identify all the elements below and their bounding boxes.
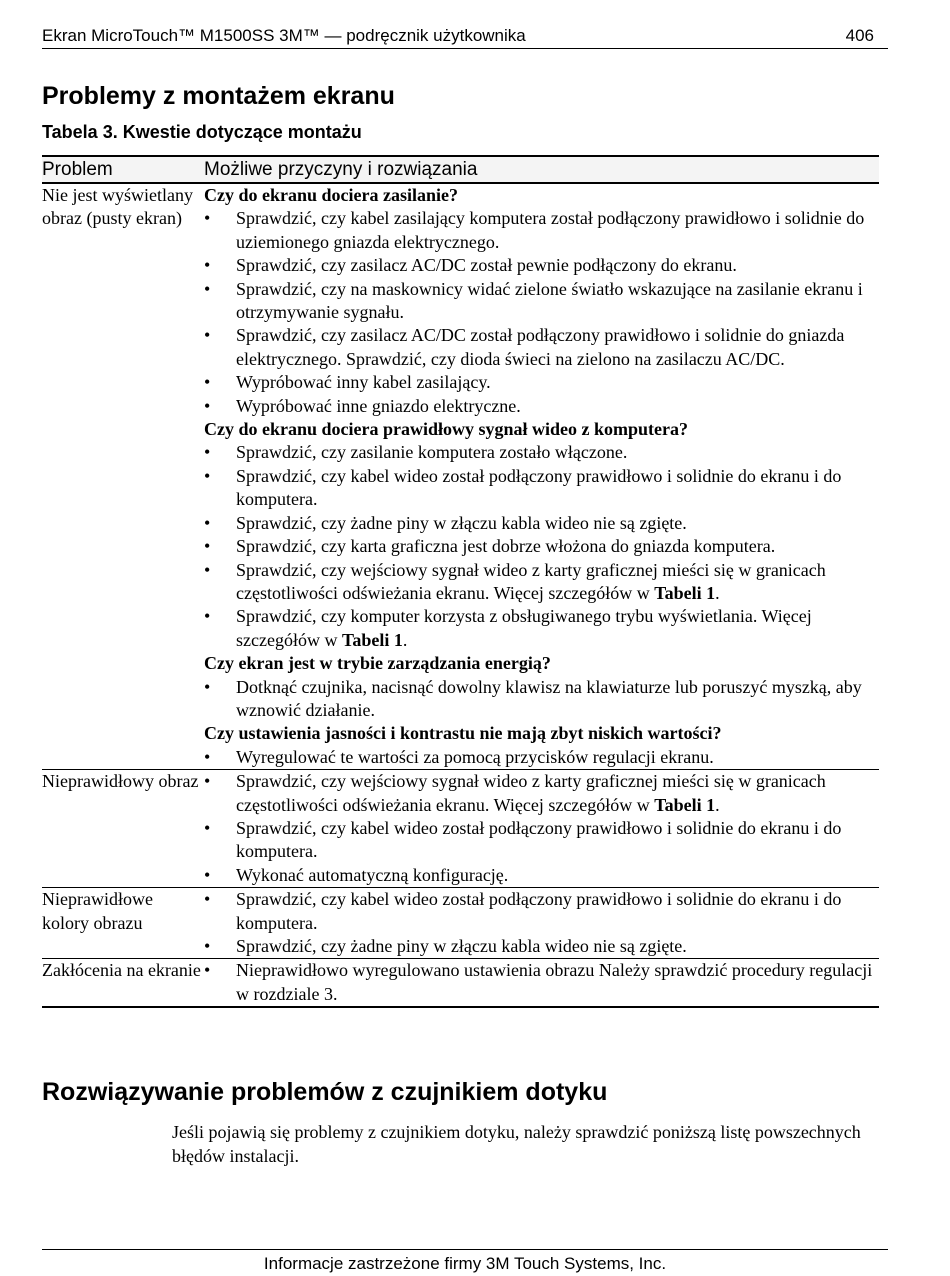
- bullet-icon: •: [204, 372, 211, 393]
- item-text: Sprawdzić, czy żadne piny w złączu kabla wideo nie są zgięte.: [236, 512, 687, 533]
- table-body: [42, 183, 879, 1007]
- list-item: [204, 676, 879, 723]
- question-heading: Czy do ekranu dociera prawidłowy sygnał wideo z komputera?: [204, 419, 689, 440]
- table-row: [42, 888, 879, 959]
- bullet-icon: •: [204, 771, 211, 792]
- solutions-cell: [204, 959, 879, 1007]
- bullet-list: [204, 676, 879, 723]
- item-text: Sprawdzić, czy wejściowy sygnał wideo z karty graficznej mieści się w granicach częstotliwości odświeżania ekranu. Więcej szczegółów w: [236, 559, 826, 603]
- list-item: [204, 746, 879, 769]
- list-item: [204, 207, 879, 254]
- list-item: [204, 605, 879, 652]
- page-number: 406: [845, 26, 874, 45]
- bullet-icon: •: [204, 536, 211, 557]
- item-text: Sprawdzić, czy karta graficzna jest dobrze włożona do gniazda komputera.: [236, 536, 776, 557]
- list-item: [204, 465, 879, 512]
- question-heading: Czy ekran jest w trybie zarządzania energią?: [204, 653, 551, 674]
- table-reference: Tabeli 1: [654, 794, 716, 815]
- list-item: [204, 559, 879, 606]
- list-item: [204, 278, 879, 325]
- bullet-icon: •: [204, 442, 211, 463]
- list-item: [204, 324, 879, 371]
- bullet-icon: •: [204, 512, 211, 533]
- solutions-cell: [204, 183, 879, 770]
- list-item: [204, 864, 879, 887]
- table-row: [42, 770, 879, 888]
- list-item: [204, 959, 879, 1006]
- table-reference: Tabeli 1: [654, 582, 716, 603]
- question-heading: Czy ustawienia jasności i kontrastu nie mają zbyt niskich wartości?: [204, 723, 722, 744]
- running-header: [42, 24, 888, 49]
- section-title: Problemy z montażem ekranu: [42, 82, 395, 110]
- item-text-tail: .: [402, 629, 408, 650]
- bullet-icon: •: [204, 395, 211, 416]
- solutions-cell: [204, 770, 879, 888]
- item-text: Wyregulować te wartości za pomocą przycisków regulacji ekranu.: [236, 746, 714, 767]
- bullet-icon: •: [204, 864, 211, 885]
- bullet-icon: •: [204, 746, 211, 767]
- bullet-icon: •: [204, 960, 211, 981]
- item-text: Sprawdzić, czy zasilacz AC/DC został podłączony prawidłowo i solidnie do gniazda elektrycznego. Sprawdzić, czy dioda świeci na zielono na zasilaczu AC/DC.: [236, 325, 845, 369]
- list-item: [204, 535, 879, 558]
- problem-cell: Nie jest wyświetlany obraz (pusty ekran): [42, 183, 204, 770]
- bullet-icon: •: [204, 889, 211, 910]
- table-row: [42, 959, 879, 1007]
- bullet-icon: •: [204, 559, 211, 580]
- item-text: Sprawdzić, czy kabel wideo został podłączony prawidłowo i solidnie do ekranu i do komputera.: [236, 817, 842, 862]
- item-text: Sprawdzić, czy kabel zasilający komputera został podłączony prawidłowo i solidnie do uziemionego gniazda elektrycznego.: [236, 208, 865, 252]
- item-text-tail: .: [715, 582, 720, 603]
- list-item: [204, 817, 879, 864]
- bullet-icon: •: [204, 278, 211, 299]
- item-text-tail: .: [715, 794, 720, 815]
- bullet-list: [204, 746, 879, 769]
- bullet-list: [204, 888, 879, 958]
- item-text: Sprawdzić, czy wejściowy sygnał wideo z karty graficznej mieści się w granicach częstotliwości odświeżania ekranu. Więcej szczegółów w: [236, 771, 826, 815]
- list-item: [204, 254, 879, 277]
- item-text: Wypróbować inny kabel zasilający.: [236, 372, 491, 393]
- bullet-icon: •: [204, 255, 211, 276]
- intro-paragraph: Jeśli pojawią się problemy z czujnikiem dotyku, należy sprawdzić poniższą listę powszechnych błędów instalacji.: [172, 1122, 861, 1166]
- bullet-icon: •: [204, 465, 211, 486]
- item-text: Sprawdzić, czy żadne piny w złączu kabla wideo nie są zgięte.: [236, 936, 687, 956]
- bullet-icon: •: [204, 936, 211, 956]
- item-text: Sprawdzić, czy kabel wideo został podłączony prawidłowo i solidnie do ekranu i do komputera.: [236, 889, 842, 933]
- item-text: Sprawdzić, czy na maskownicy widać zielone światło wskazujące na zasilanie ekranu i otrzymywanie sygnału.: [236, 278, 863, 323]
- item-text: Sprawdzić, czy zasilacz AC/DC został pewnie podłączony do ekranu.: [236, 255, 737, 276]
- table-header-row: [42, 156, 879, 183]
- table-reference: Tabeli 1: [341, 629, 403, 650]
- item-text: Sprawdzić, czy komputer korzysta z obsługiwanego trybu wyświetlania. Więcej szczegółów w: [236, 606, 812, 650]
- document-title: Ekran MicroTouch™ M1500SS 3M™ — podręcznik użytkownika: [42, 26, 526, 45]
- list-item: [204, 512, 879, 535]
- section-title-touch-sensor: Rozwiązywanie problemów z czujnikiem dotyku: [42, 1078, 608, 1106]
- problem-cell: Nieprawidłowy obraz: [42, 770, 204, 888]
- solutions-cell: [204, 888, 879, 959]
- bullet-list: [204, 207, 879, 418]
- bullet-list: [204, 770, 879, 887]
- list-item: [204, 770, 879, 817]
- question-heading: Czy do ekranu dociera zasilanie?: [204, 185, 458, 205]
- item-text: Dotknąć czujnika, nacisnąć dowolny klawisz na klawiaturze lub poruszyć myszką, aby wznowić działanie.: [236, 676, 862, 720]
- table-caption: Tabela 3. Kwestie dotyczące montażu: [42, 122, 362, 142]
- bullet-icon: •: [204, 676, 211, 697]
- list-item: [204, 935, 879, 958]
- item-text: Wypróbować inne gniazdo elektryczne.: [236, 395, 521, 416]
- page-footer: Informacje zastrzeżone firmy 3M Touch Systems, Inc.: [42, 1249, 888, 1275]
- list-item: [204, 441, 879, 464]
- list-item: [204, 888, 879, 935]
- item-text: Sprawdzić, czy kabel wideo został podłączony prawidłowo i solidnie do ekranu i do komputera.: [236, 465, 842, 510]
- mounting-issues-table: [42, 155, 879, 1008]
- table-row: [42, 183, 879, 770]
- bullet-icon: •: [204, 817, 211, 838]
- item-text: Nieprawidłowo wyregulowano ustawienia obrazu Należy sprawdzić procedury regulacji w rozdziale 3.: [236, 960, 873, 1004]
- column-header-solutions: Możliwe przyczyny i rozwiązania: [204, 156, 879, 183]
- problem-cell: Nieprawidłowe kolory obrazu: [42, 888, 204, 959]
- item-text: Sprawdzić, czy zasilanie komputera zostało włączone.: [236, 442, 628, 463]
- problem-cell: Zakłócenia na ekranie: [42, 959, 204, 1007]
- list-item: [204, 395, 879, 418]
- column-header-problem: Problem: [42, 156, 204, 183]
- bullet-list: [204, 441, 879, 652]
- bullet-list: [204, 959, 879, 1006]
- item-text: Wykonać automatyczną konfigurację.: [236, 864, 509, 885]
- bullet-icon: •: [204, 606, 211, 627]
- list-item: [204, 371, 879, 394]
- bullet-icon: •: [204, 208, 211, 229]
- bullet-icon: •: [204, 325, 211, 346]
